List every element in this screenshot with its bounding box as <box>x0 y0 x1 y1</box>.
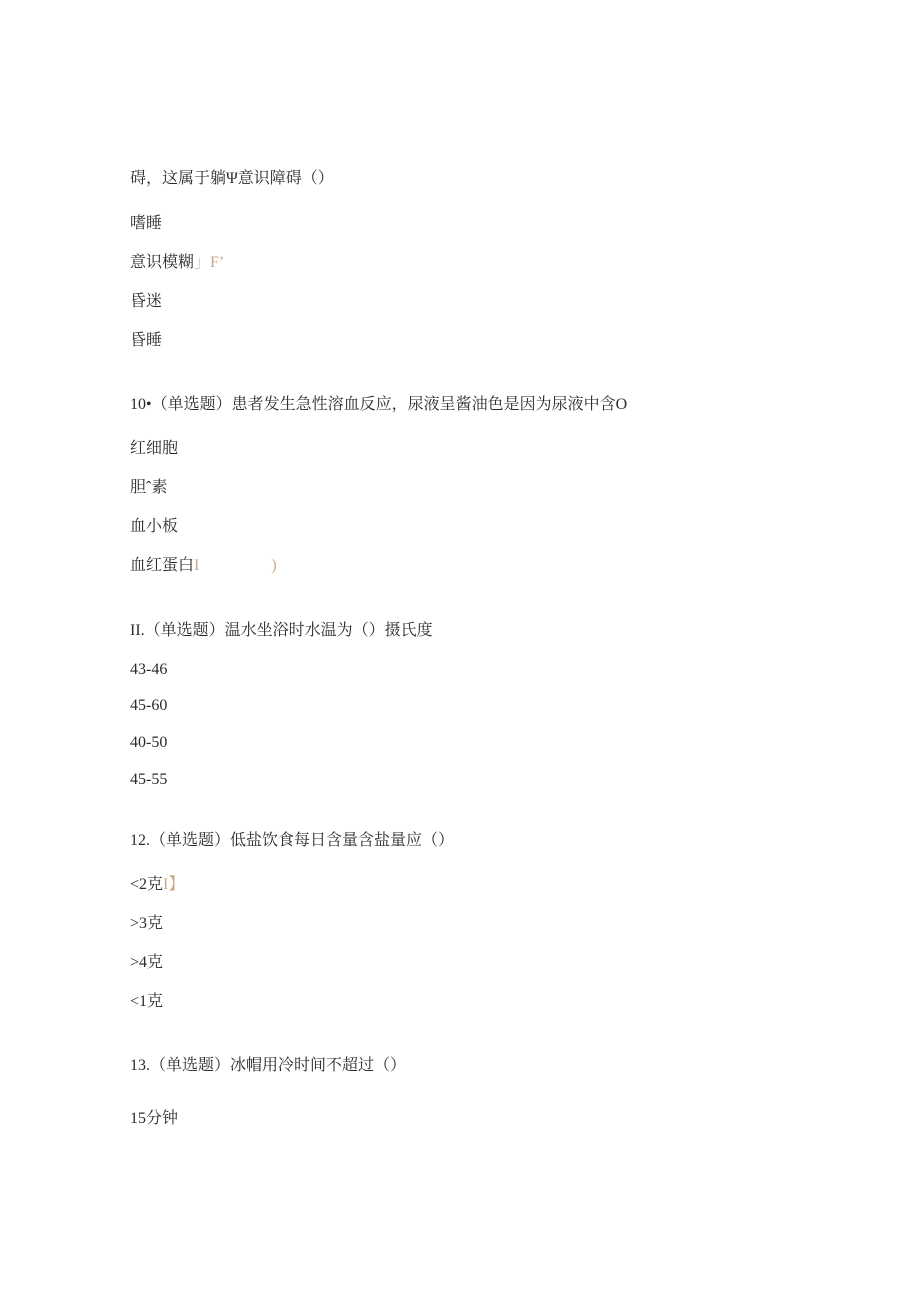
answer-mark: ) <box>271 557 277 574</box>
question-13-stem: 13.（单选题）冰帽用冷时间不超过（） <box>130 1057 407 1074</box>
q11-option-b: 45-60 <box>130 697 168 714</box>
q9-option-d: 昏睡 <box>130 332 163 349</box>
q13-option-a: 15分钟 <box>130 1110 179 1127</box>
q11-option-c: 40-50 <box>130 734 168 751</box>
q10-option-a: 红细胞 <box>130 440 179 457</box>
q12-option-a <box>130 875 184 895</box>
question-10-stem: 10•（单选题）患者发生急性溶血反应，尿液呈酱油色是因为尿液中含O <box>130 396 628 413</box>
question-9-stem: 碍，这属于躺Ψ意识障碍（） <box>130 170 334 187</box>
q9-option-c: 昏迷 <box>130 293 163 310</box>
q10-option-b: 胆ˆ素 <box>130 479 168 496</box>
answer-mark: 」F’ <box>194 254 225 271</box>
q9-option-b <box>130 253 224 273</box>
answer-mark: I】 <box>163 876 185 893</box>
q10-option-c: 血小板 <box>130 518 179 535</box>
q12-option-d: <1克 <box>130 993 164 1010</box>
q10-option-d-text: 血红蛋白 <box>130 557 195 574</box>
q11-option-a: 43-46 <box>130 661 168 678</box>
q10-option-d <box>130 556 277 576</box>
q11-option-d: 45-55 <box>130 771 168 788</box>
question-12-stem: 12.（单选题）低盐饮食每日含量含盐量应（） <box>130 832 455 849</box>
q12-option-a-text: <2克 <box>130 876 164 893</box>
q9-option-b-text: 意识模糊 <box>130 254 195 271</box>
q12-option-c: >4克 <box>130 954 164 971</box>
answer-mark: I <box>194 557 200 574</box>
question-11-stem: II.（单选题）温水坐浴时水温为（）摄氏度 <box>130 622 433 639</box>
q9-option-a: 嗜睡 <box>130 215 163 232</box>
q12-option-b: >3克 <box>130 915 164 932</box>
